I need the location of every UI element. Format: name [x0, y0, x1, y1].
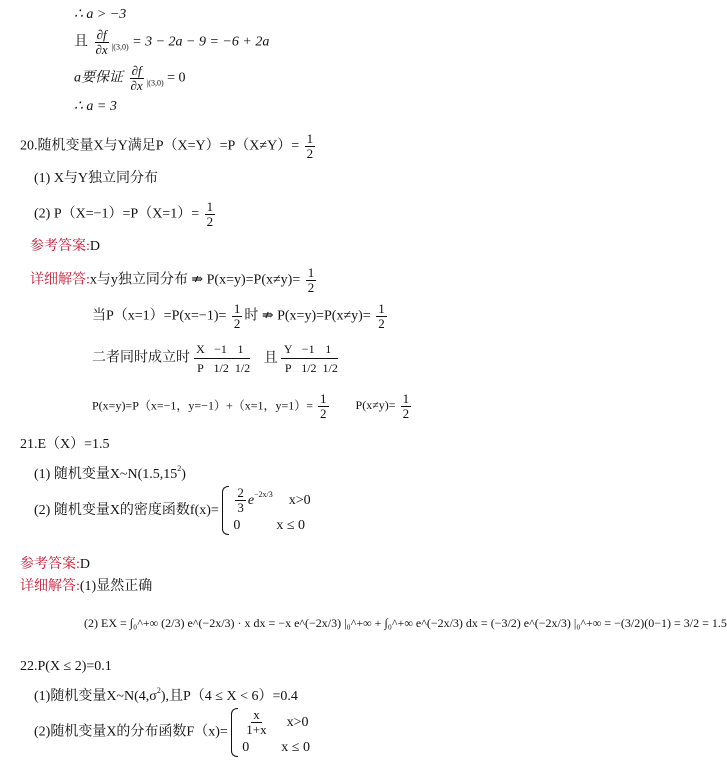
not-implies-icon: ⇏	[261, 308, 274, 324]
piecewise-brace: $\frac{2}{3}$ $e^{-2x/3}$ x>0 0 x ≤ 0	[222, 486, 310, 535]
partial-fraction-2: $\frac{\partial f}{\partial x}$	[130, 63, 143, 93]
q20-detail: 详细解答:x与y独立同分布 ⇏ P(x=y)=P(x≠y)= $\frac{1}{2}$	[30, 265, 315, 295]
q20-title: 20.随机变量X与Y满足P（X=Y）=P（X≠Y）= $\frac{1}{2}$	[20, 131, 314, 161]
partial-derivative-line	[74, 28, 269, 57]
detail-label: 详细解答:	[30, 272, 90, 288]
q20-answer	[30, 238, 100, 256]
partial-result: = 3 − 2a − 9 = −6 + 2a	[132, 34, 270, 50]
conclusion-a-gt-minus3: ∴ a > −3	[74, 7, 127, 22]
q22-title: 22.P(X ≤ 2)=0.1	[20, 659, 112, 674]
q20-condition-2: (2) P（X=−1）=P（X=1）= $\frac{1}{2}$	[34, 199, 214, 229]
q21-density-function: (2) 随机变量X的密度函数f(x)= $\frac{2}{3}$ $e^{-2x/3}$ x>0 0 x ≤ 0	[34, 485, 311, 534]
y-distribution-table: Y −1 1 P 1/2 1/2	[281, 340, 338, 377]
x-distribution-table: X −1 1 P 1/2 1/2	[194, 340, 251, 377]
zero-result: = 0	[167, 70, 186, 86]
answer-value: D	[89, 239, 101, 254]
q21-detail: 详细解答:(1)显然正确	[20, 579, 153, 594]
piecewise-brace-2: $\frac{x}{1+x}$ x>0 0 x ≤ 0	[231, 708, 310, 757]
condition-prefix: a要保证	[74, 70, 123, 86]
half-fraction: $\frac{1}{2}$	[306, 131, 314, 161]
not-implies-icon: ⇏	[191, 272, 204, 288]
zero-condition-line	[74, 64, 186, 93]
q22-condition-1: (1)随机变量$X\sim N(4,\sigma^2)$,且P（4 ≤ X < 6）=0.4	[34, 686, 298, 704]
q20-final-probabilities: P(x=y)=P（x=−1，y=−1）+（x=1，y=1）= $\frac{1}{2}$ P(x≠y)= $\frac{1}{2}$	[92, 391, 410, 421]
q21-answer: 参考答案:D	[20, 557, 91, 572]
q20-distribution-tables: 二者同时成立时 X −1 1 P 1/2 1/2 且 Y −1 1 P 1/2 1/2	[92, 342, 338, 375]
answer-label: 参考答案:	[30, 239, 90, 254]
conclusion-a-eq-3: ∴ a = 3	[74, 99, 117, 114]
evaluation-point-2: |(3,0)	[146, 78, 164, 88]
q22-distribution-function: (2)随机变量X的分布函数F（x)= $\frac{x}{1+x}$ x>0 0 x ≤ 0	[34, 707, 310, 755]
q21-expectation-derivation: (2) EX = ∫₀^+∞ (2/3) e^(−2x/3) · x dx = −x e^(−2x/3) |₀^+∞ + ∫₀^+∞ e^(−2x/3) dx = (−3/2) e^(−2x/3) |₀^+∞ = −(3/2)(0−1) = 3/2 = 1.5	[84, 616, 727, 630]
q20-condition-1: (1) X与Y独立同分布	[34, 171, 159, 186]
and-prefix: 且	[74, 34, 88, 50]
evaluation-point: |(3,0)	[111, 42, 129, 52]
partial-fraction: $\frac{\partial f}{\partial x}$	[95, 27, 108, 57]
q20-when-line: 当P（x=1）=P(x=−1)= $\frac{1}{2}$ 时 ⇏ P(x=y)=P(x≠y)= $\frac{1}{2}$	[92, 301, 385, 331]
q21-title: 21.E（X）=1.5	[20, 437, 110, 452]
q21-condition-1: (1) 随机变量X~N(1.5,15$^2$)	[34, 464, 186, 482]
